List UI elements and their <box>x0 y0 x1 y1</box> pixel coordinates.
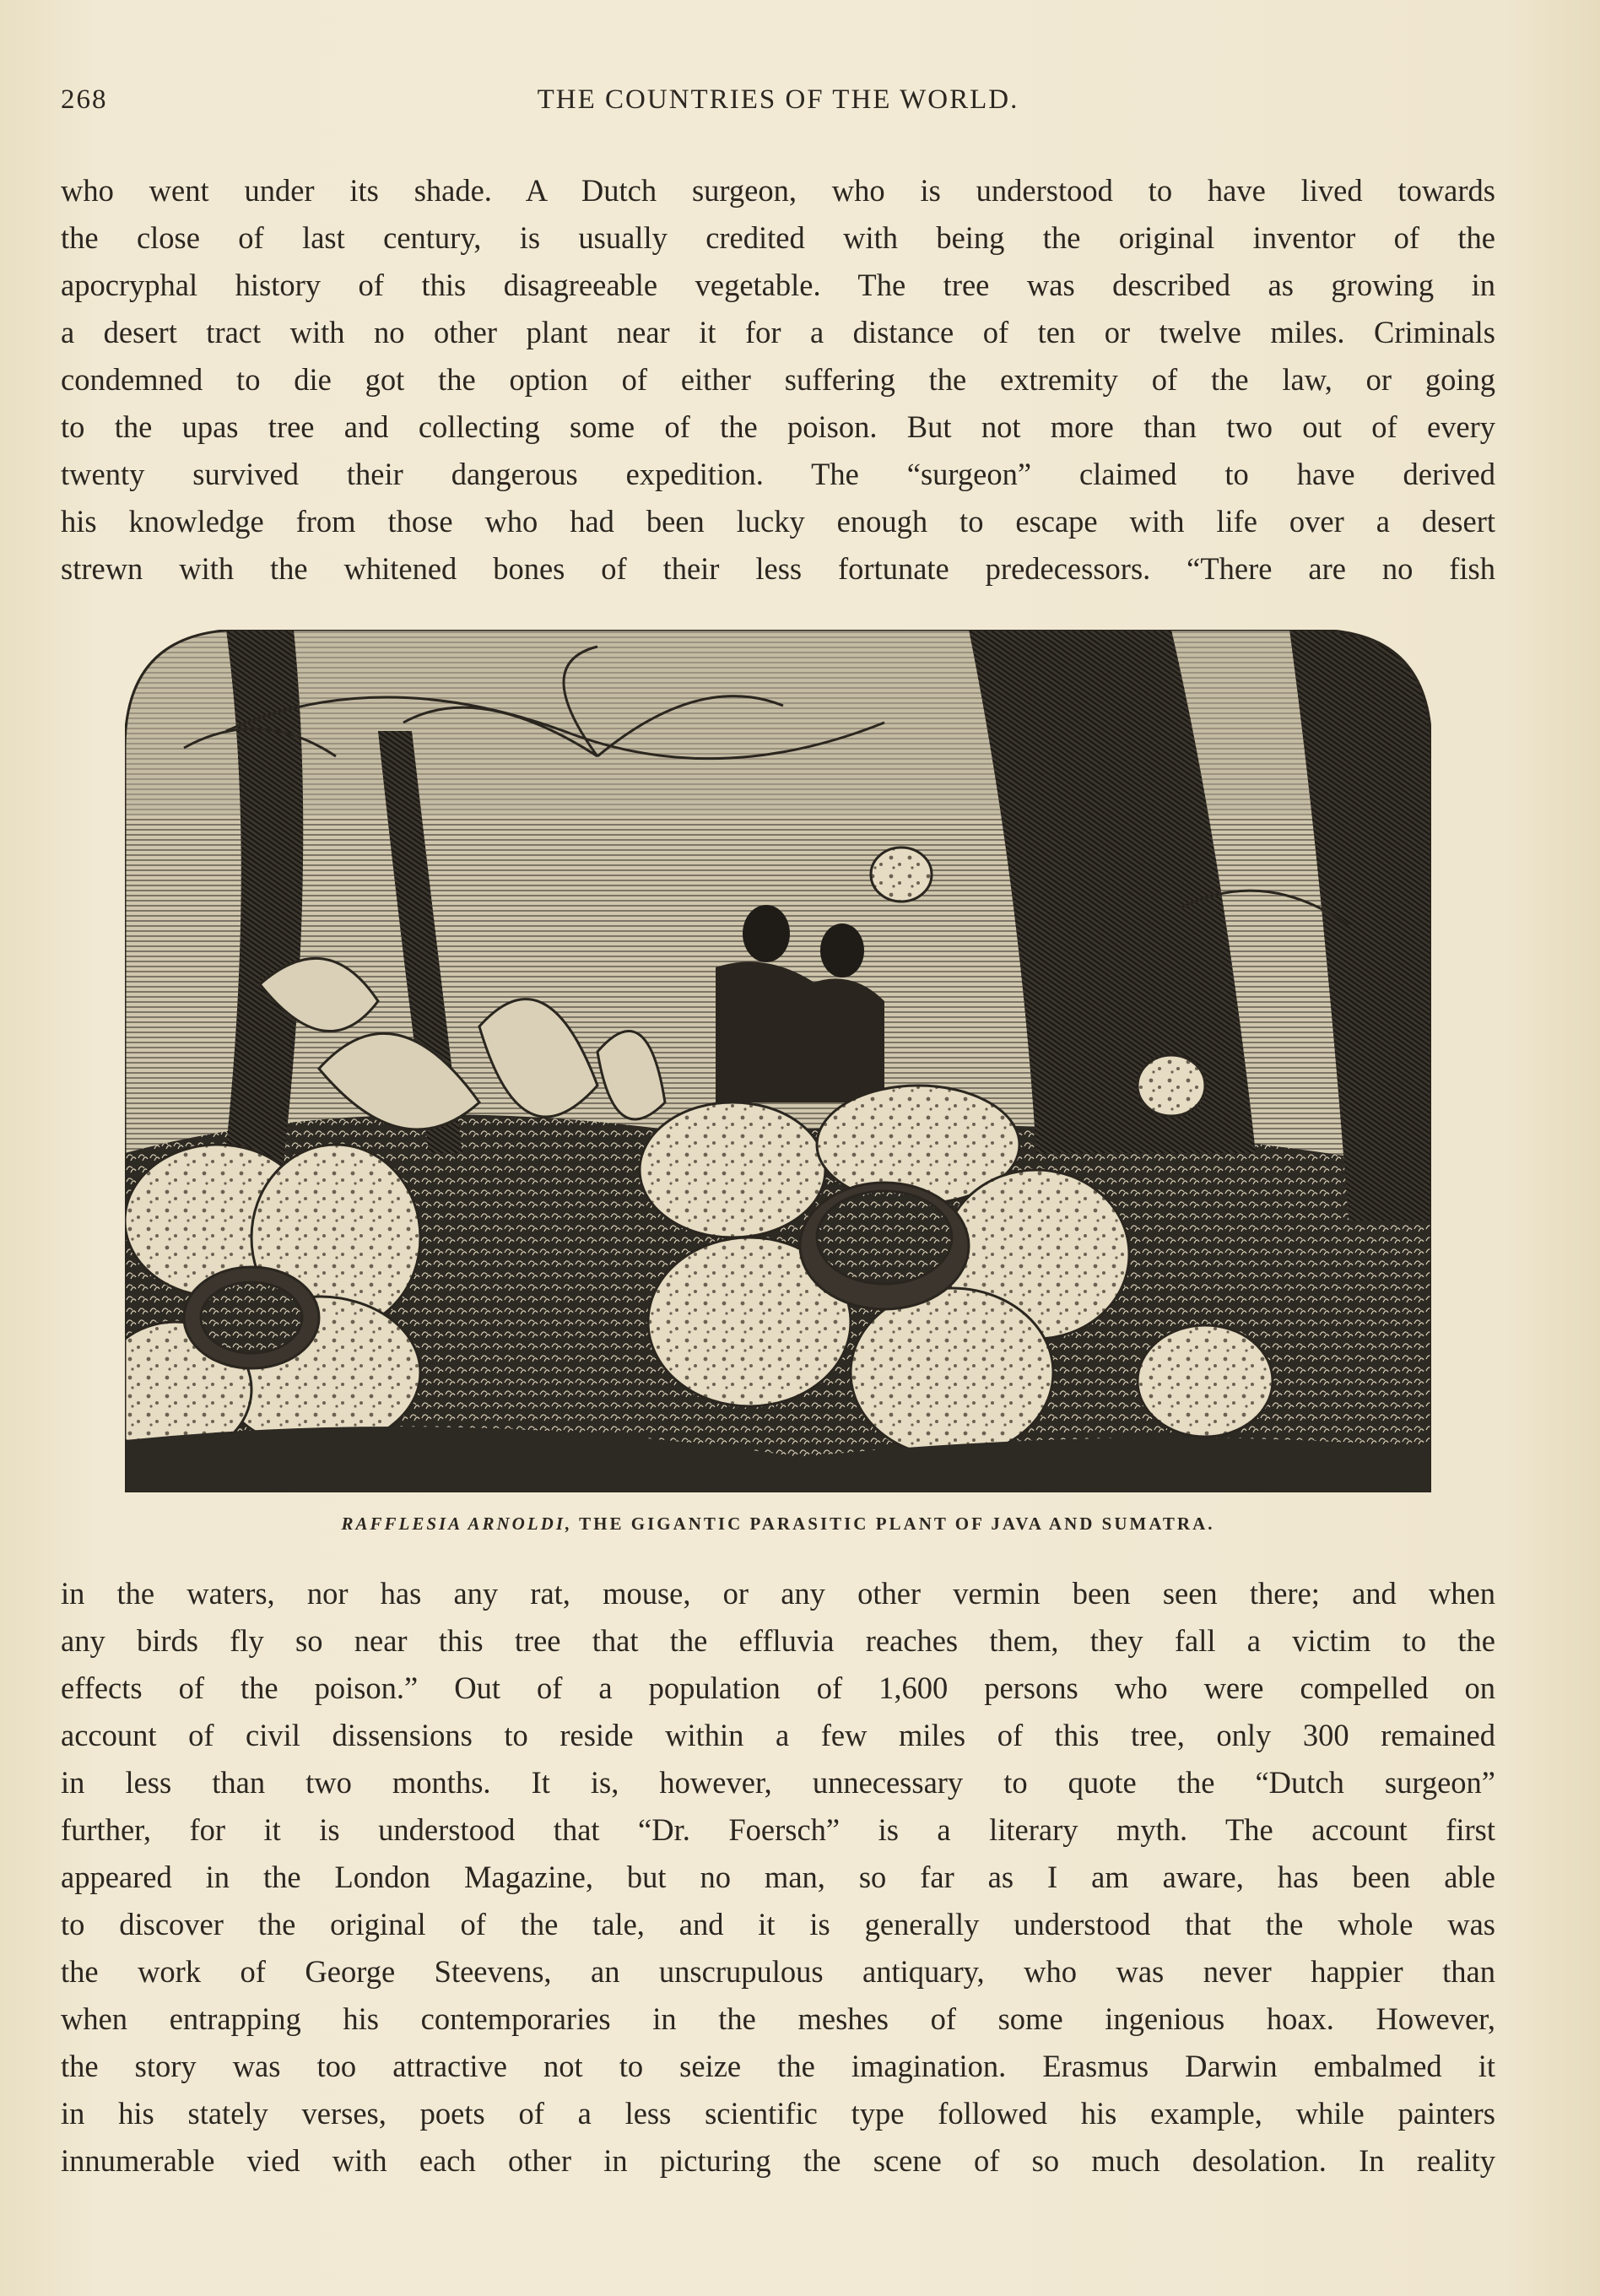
text-line: a desert tract with no other plant near it for a distance of ten or twelve miles. Criminals <box>61 315 1495 349</box>
text-line: twenty survived their dangerous expedition. The “surgeon” claimed to have derived <box>61 457 1495 491</box>
paragraph-bottom <box>61 1570 1495 2185</box>
text-line: in his stately verses, poets of a less scientific type followed his example, while painters <box>61 2096 1495 2131</box>
text-line: appeared in the London Magazine, but no man, so far as I am aware, has been able <box>61 1860 1495 1894</box>
figure-caption <box>61 1514 1495 1535</box>
text-line: strewn with the whitened bones of their less fortunate predecessors. “There are no fish <box>61 551 1495 586</box>
text-line: to discover the original of the tale, and it is generally understood that the whole was <box>61 1907 1495 1941</box>
text-line: in the waters, nor has any rat, mouse, or any other vermin been seen there; and when <box>61 1576 1495 1611</box>
text-line: further, for it is understood that “Dr. Foersch” is a literary myth. The account first <box>61 1812 1495 1847</box>
text-line: in less than two months. It is, however, unnecessary to quote the “Dutch surgeon” <box>61 1765 1495 1800</box>
text-line: who went under its shade. A Dutch surgeon, who is understood to have lived towards <box>61 173 1495 208</box>
paragraph-top <box>61 167 1495 593</box>
running-title: THE COUNTRIES OF THE WORLD. <box>537 84 1019 115</box>
text-line: the work of George Steevens, an unscrupulous antiquary, who was never happier than <box>61 1954 1495 1989</box>
text-line: effects of the poison.” Out of a population of 1,600 persons who were compelled on <box>61 1671 1495 1705</box>
page-header <box>61 84 1495 127</box>
engraving-illustration <box>125 630 1431 1492</box>
text-line: the close of last century, is usually credited with being the original inventor of the <box>61 220 1495 255</box>
text-line: apocryphal history of this disagreeable vegetable. The tree was described as growing in <box>61 268 1495 302</box>
text-line: condemned to die got the option of either suffering the extremity of the law, or going <box>61 362 1495 397</box>
text-line: his knowledge from those who had been lucky enough to escape with life over a desert <box>61 504 1495 539</box>
text-line: when entrapping his contemporaries in the meshes of some ingenious hoax. However, <box>61 2001 1495 2036</box>
text-line: the story was too attractive not to seize the imagination. Erasmus Darwin embalmed it <box>61 2049 1495 2083</box>
text-line: to the upas tree and collecting some of the poison. But not more than two out of every <box>61 409 1495 444</box>
text-line: innumerable vied with each other in picturing the scene of so much desolation. In reality <box>61 2143 1495 2178</box>
caption-description: THE GIGANTIC PARASITIC PLANT OF JAVA AND SUMATRA. <box>572 1514 1215 1534</box>
page-number: 268 <box>61 84 108 115</box>
caption-species-name: RAFFLESIA ARNOLDI, <box>341 1514 573 1534</box>
text-line: any birds fly so near this tree that the effluvia reaches them, they fall a victim to the <box>61 1623 1495 1658</box>
text-line: account of civil dissensions to reside within a few miles of this tree, only 300 remained <box>61 1718 1495 1752</box>
